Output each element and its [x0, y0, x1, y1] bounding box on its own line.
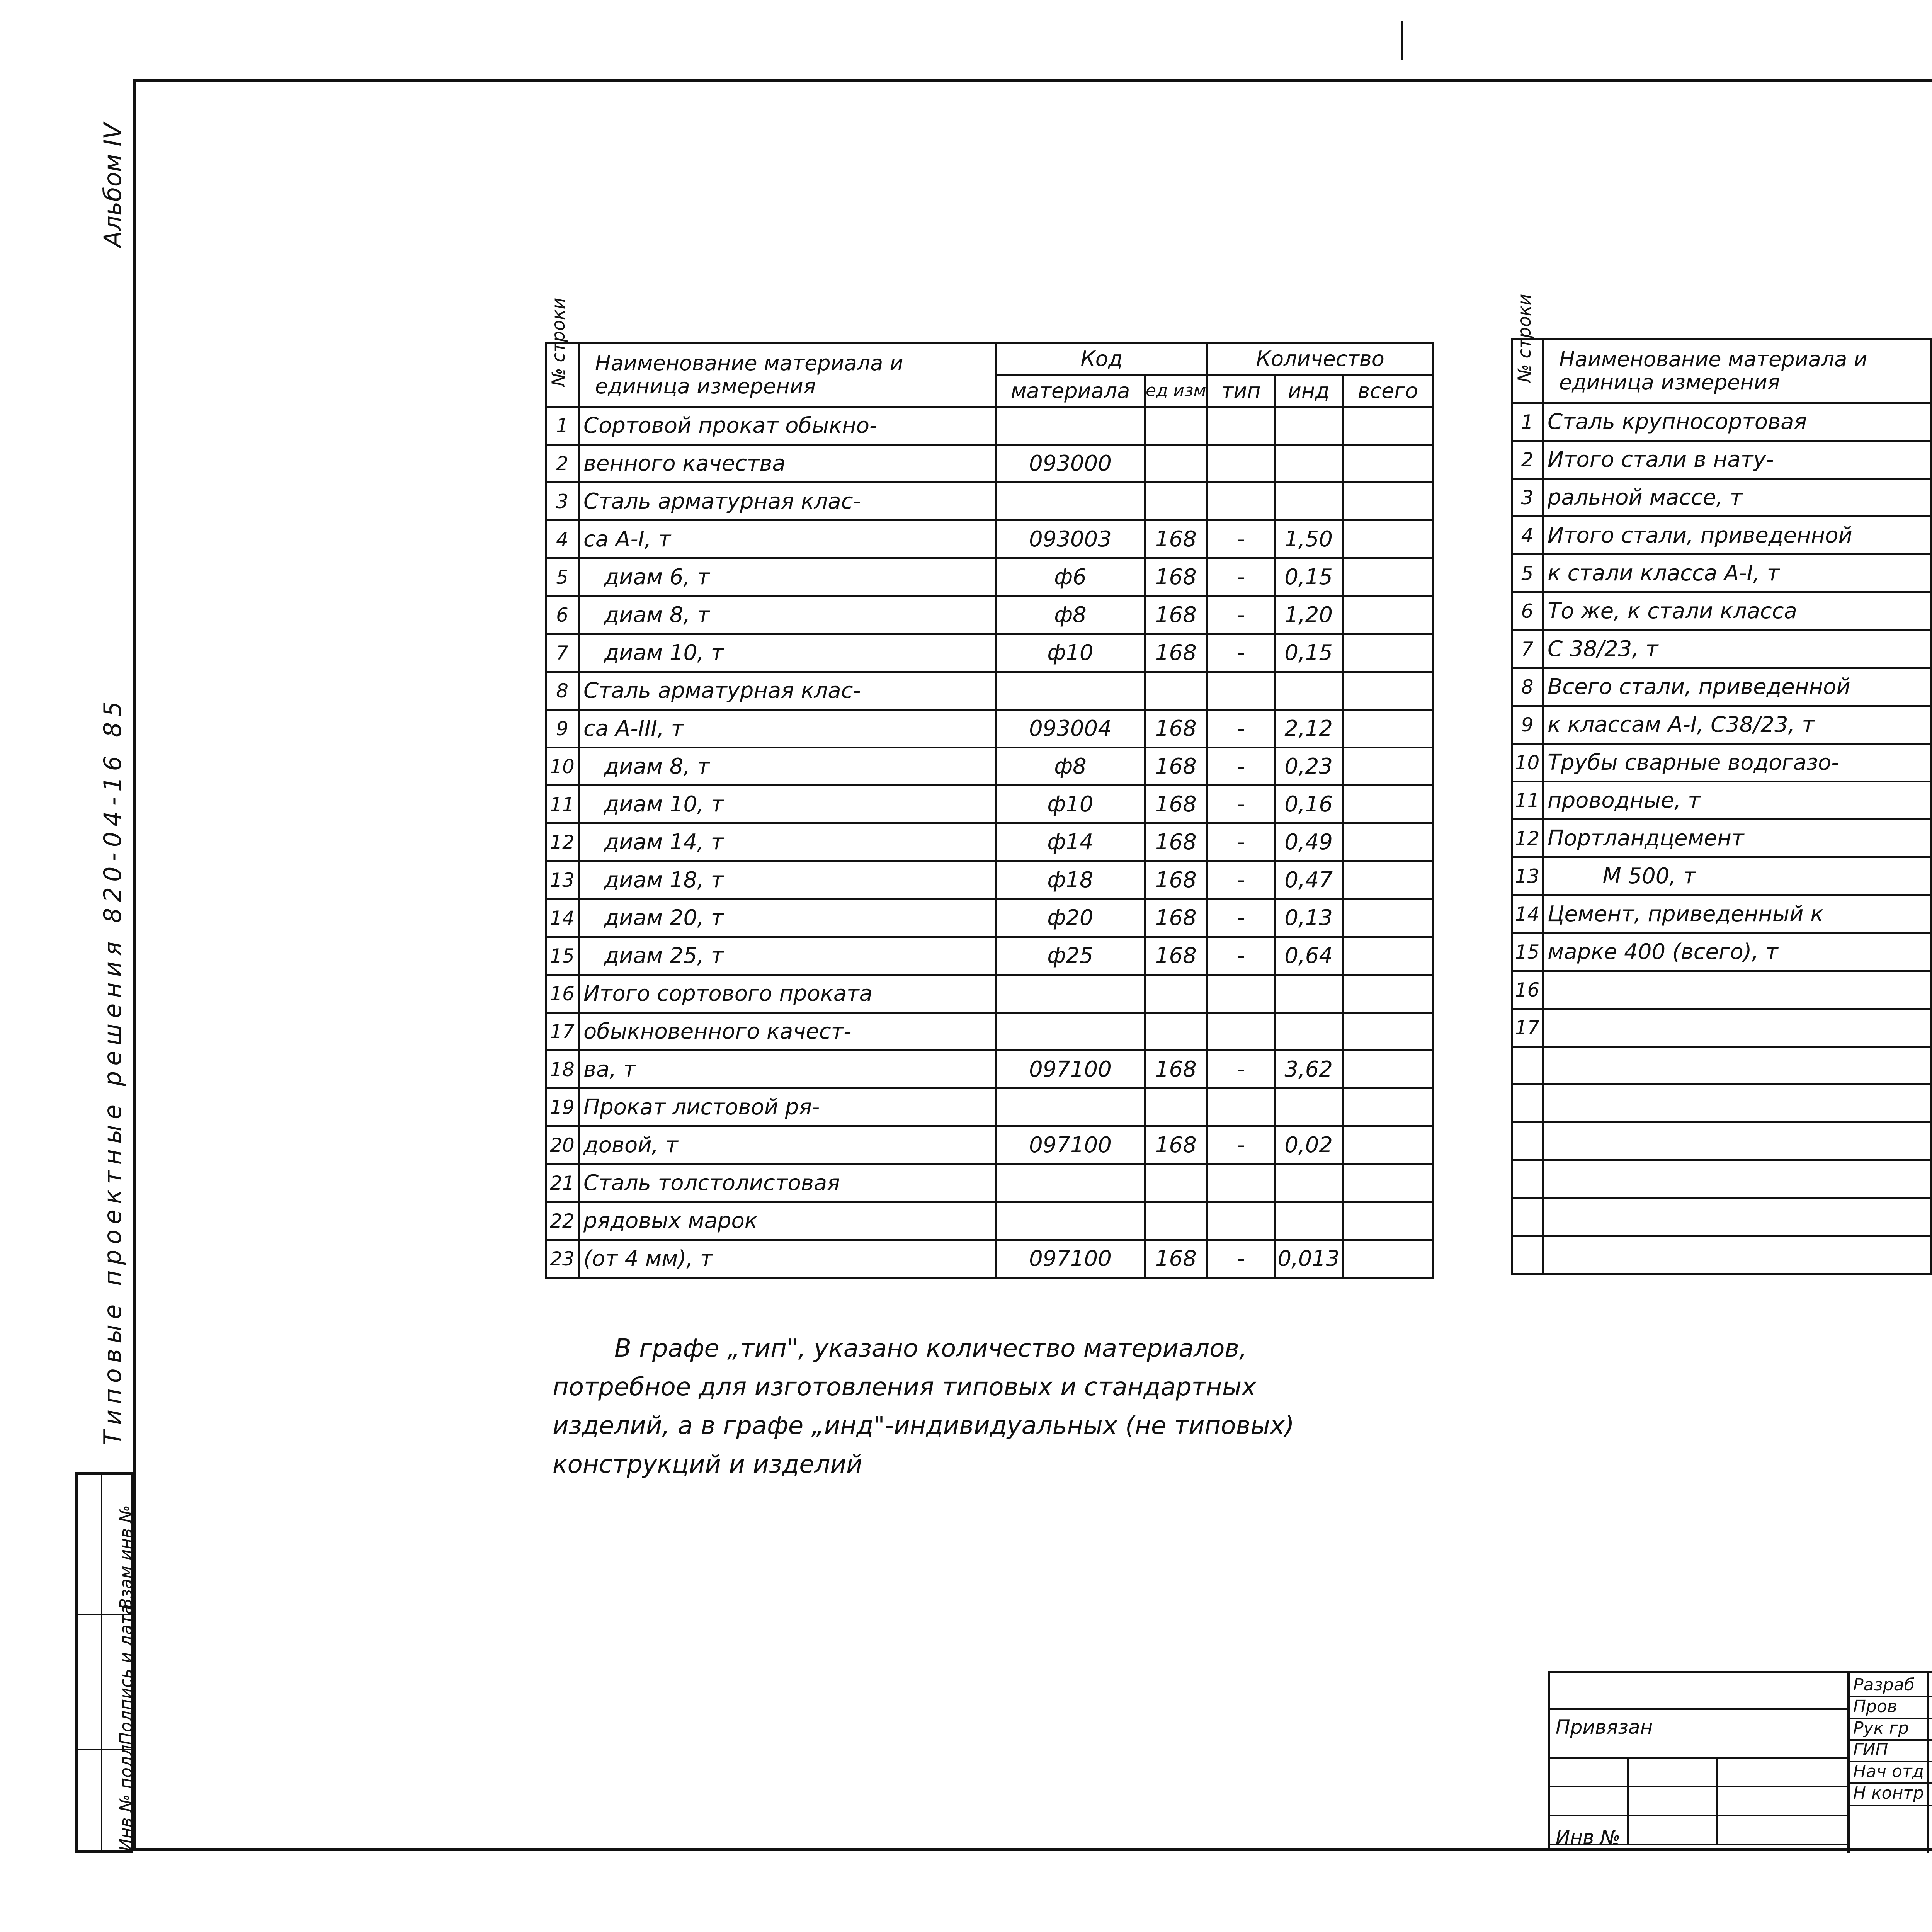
row-number-cell: 20	[546, 1126, 579, 1164]
unit-code-cell	[1145, 445, 1208, 483]
row-number-cell: 6	[546, 596, 579, 634]
qty-total-cell	[1342, 1088, 1433, 1126]
material-code-cell: 093000	[996, 445, 1145, 483]
row-number-cell: 14	[546, 899, 579, 937]
material-name-cell: рядовых марок	[579, 1202, 996, 1240]
row-number-cell	[1512, 1160, 1543, 1198]
qty-type-cell	[1207, 483, 1275, 520]
qty-total-cell	[1342, 748, 1433, 786]
qty-type-cell: -	[1207, 596, 1275, 634]
material-name-cell	[1543, 1198, 1931, 1236]
table-row	[1512, 1160, 1932, 1198]
qty-ind-cell: 0,15	[1275, 634, 1342, 672]
material-code-cell	[996, 1164, 1145, 1202]
material-name-cell: Трубы сварные водогазо-	[1543, 744, 1931, 782]
material-name-cell: диам 10, т	[579, 634, 996, 672]
qty-type-cell: -	[1207, 861, 1275, 899]
materials-table-right	[1511, 294, 1932, 1275]
row-number-cell: 19	[546, 1088, 579, 1126]
material-name-cell	[1543, 1122, 1931, 1160]
table-row	[1512, 1047, 1932, 1085]
role-label: ГИП	[1853, 1740, 1888, 1760]
material-code-cell: ф18	[996, 861, 1145, 899]
row-number-cell: 6	[1512, 592, 1543, 630]
qty-total-cell	[1342, 445, 1433, 483]
material-code-cell	[996, 672, 1145, 710]
row-number-cell: 16	[1512, 971, 1543, 1009]
table-row	[546, 861, 1434, 899]
material-code-cell: 097100	[996, 1240, 1145, 1278]
unit-code-cell: 168	[1145, 748, 1208, 786]
material-name-cell: (от 4 мм), т	[579, 1240, 996, 1278]
row-number-cell	[1512, 1198, 1543, 1236]
material-name-cell	[1543, 971, 1931, 1009]
row-number-cell: 8	[1512, 668, 1543, 706]
unit-code-cell	[1145, 483, 1208, 520]
material-name-cell: диам 25, т	[579, 937, 996, 975]
qty-type-cell	[1207, 1013, 1275, 1051]
material-name-cell: диам 10, т	[579, 786, 996, 823]
table-row	[1512, 592, 1932, 630]
material-name-cell: венного качества	[579, 445, 996, 483]
qty-total-cell	[1342, 558, 1433, 596]
qty-ind-cell	[1275, 1088, 1342, 1126]
material-name-cell: диам 18, т	[579, 861, 996, 899]
material-code-cell: ф8	[996, 748, 1145, 786]
row-number-cell: 17	[546, 1013, 579, 1051]
row-number-cell: 21	[546, 1164, 579, 1202]
qty-ind-cell: 1,50	[1275, 520, 1342, 558]
material-name-cell: Сталь толстолистовая	[579, 1164, 996, 1202]
header-material-name: Наименование материала и единица измерения	[579, 343, 996, 407]
material-code-cell: ф10	[996, 786, 1145, 823]
row-number-cell: 15	[1512, 933, 1543, 971]
material-name-cell: Сортовой прокат обыкно-	[579, 407, 996, 445]
material-name-cell: Сталь арматурная клас-	[579, 483, 996, 520]
material-code-cell	[996, 483, 1145, 520]
material-name-cell: ральной массе, т	[1543, 479, 1931, 517]
table-row	[1512, 1198, 1932, 1236]
qty-total-cell	[1342, 975, 1433, 1013]
qty-type-cell	[1207, 1202, 1275, 1240]
qty-ind-cell	[1275, 1013, 1342, 1051]
row-number-cell: 23	[546, 1240, 579, 1278]
table-row	[546, 786, 1434, 823]
material-name-cell	[1543, 1160, 1931, 1198]
role-label: Рук гр	[1853, 1718, 1909, 1738]
row-number-cell: 12	[546, 823, 579, 861]
row-number-cell: 1	[1512, 403, 1543, 441]
qty-ind-cell	[1275, 672, 1342, 710]
table-row	[546, 1013, 1434, 1051]
qty-total-cell	[1342, 1164, 1433, 1202]
material-name-cell: С 38/23, т	[1543, 630, 1931, 668]
note-text	[553, 1329, 1441, 1484]
row-number-cell: 5	[1512, 554, 1543, 592]
qty-type-cell: -	[1207, 748, 1275, 786]
role-label: Разраб	[1853, 1675, 1915, 1695]
qty-total-cell	[1342, 861, 1433, 899]
stamp-inv-label: Инв № подл	[116, 1745, 136, 1851]
qty-total-cell	[1342, 710, 1433, 748]
table-left-body	[546, 407, 1434, 1278]
unit-code-cell	[1145, 1013, 1208, 1051]
material-code-cell: ф6	[996, 558, 1145, 596]
row-number-cell: 13	[1512, 857, 1543, 895]
table-row	[1512, 1122, 1932, 1160]
material-name-cell: диам 8, т	[579, 748, 996, 786]
role-label: Н контр	[1853, 1783, 1924, 1803]
row-number-cell: 10	[1512, 744, 1543, 782]
material-name-cell: к стали класса А-I, т	[1543, 554, 1931, 592]
row-number-cell	[1512, 1085, 1543, 1122]
table-row	[546, 407, 1434, 445]
qty-type-cell: -	[1207, 899, 1275, 937]
unit-code-cell: 168	[1145, 899, 1208, 937]
qty-ind-cell: 3,62	[1275, 1051, 1342, 1088]
privyazan-label: Привязан	[1556, 1716, 1653, 1738]
table-row	[546, 748, 1434, 786]
table-row	[1512, 1236, 1932, 1274]
material-name-cell: проводные, т	[1543, 782, 1931, 820]
material-name-cell: М 500, т	[1543, 857, 1931, 895]
qty-total-cell	[1342, 483, 1433, 520]
material-code-cell: ф14	[996, 823, 1145, 861]
qty-type-cell	[1207, 1088, 1275, 1126]
table-row	[546, 558, 1434, 596]
row-number-cell: 4	[546, 520, 579, 558]
table-row	[546, 1126, 1434, 1164]
qty-total-cell	[1342, 1202, 1433, 1240]
table-row	[1512, 933, 1932, 971]
qty-total-cell	[1342, 520, 1433, 558]
unit-code-cell: 168	[1145, 710, 1208, 748]
table-row	[546, 596, 1434, 634]
unit-code-cell: 168	[1145, 1126, 1208, 1164]
header-qty-total: всего	[1342, 375, 1433, 407]
material-name-cell: Сталь крупносортовая	[1543, 403, 1931, 441]
table-row	[1512, 1085, 1932, 1122]
unit-code-cell	[1145, 1088, 1208, 1126]
table-row	[546, 899, 1434, 937]
unit-code-cell	[1145, 975, 1208, 1013]
qty-ind-cell	[1275, 483, 1342, 520]
table-row	[546, 1088, 1434, 1126]
material-name-cell: са А-I, т	[579, 520, 996, 558]
unit-code-cell: 168	[1145, 823, 1208, 861]
material-code-cell	[996, 1013, 1145, 1051]
qty-type-cell: -	[1207, 558, 1275, 596]
unit-code-cell: 168	[1145, 596, 1208, 634]
header-qty-ind: инд	[1275, 375, 1342, 407]
title-block	[1548, 1671, 1932, 1851]
row-number-cell	[1512, 1047, 1543, 1085]
qty-total-cell	[1342, 937, 1433, 975]
row-number-cell: 8	[546, 672, 579, 710]
material-code-cell: 093004	[996, 710, 1145, 748]
row-number-cell: 5	[546, 558, 579, 596]
qty-total-cell	[1342, 1240, 1433, 1278]
table-row	[1512, 403, 1932, 441]
material-name-cell: довой, т	[579, 1126, 996, 1164]
qty-ind-cell: 0,02	[1275, 1126, 1342, 1164]
row-number-cell: 14	[1512, 895, 1543, 933]
table-right-body	[1512, 403, 1932, 1274]
unit-code-cell	[1145, 1164, 1208, 1202]
unit-code-cell: 168	[1145, 558, 1208, 596]
row-number-cell: 1	[546, 407, 579, 445]
row-number-cell: 3	[546, 483, 579, 520]
qty-type-cell: -	[1207, 520, 1275, 558]
material-code-cell	[996, 407, 1145, 445]
table-row	[1512, 971, 1932, 1009]
row-number-cell: 3	[1512, 479, 1543, 517]
series-side-label: Типовые проектные решения 820-04-16 85	[99, 696, 127, 1445]
table-row	[546, 1051, 1434, 1088]
row-number-cell: 15	[546, 937, 579, 975]
table-row	[1512, 820, 1932, 857]
unit-code-cell: 168	[1145, 937, 1208, 975]
qty-ind-cell: 0,13	[1275, 899, 1342, 937]
material-name-cell: ва, т	[579, 1051, 996, 1088]
table-row	[1512, 630, 1932, 668]
material-name-cell: То же, к стали класса	[1543, 592, 1931, 630]
table-row	[1512, 479, 1932, 517]
unit-code-cell	[1145, 407, 1208, 445]
material-code-cell: ф10	[996, 634, 1145, 672]
unit-code-cell	[1145, 1202, 1208, 1240]
header-row-number: № строки	[1512, 339, 1543, 403]
note-line: изделий, а в графе „инд"-индивидуальных (не типовых)	[553, 1412, 1294, 1440]
qty-ind-cell	[1275, 407, 1342, 445]
row-number-cell: 16	[546, 975, 579, 1013]
material-code-cell: ф20	[996, 899, 1145, 937]
table-row	[546, 1240, 1434, 1278]
material-code-cell: 097100	[996, 1051, 1145, 1088]
material-code-cell: ф8	[996, 596, 1145, 634]
qty-ind-cell: 0,64	[1275, 937, 1342, 975]
material-code-cell: 097100	[996, 1126, 1145, 1164]
row-number-cell: 7	[546, 634, 579, 672]
unit-code-cell: 168	[1145, 786, 1208, 823]
qty-total-cell	[1342, 407, 1433, 445]
row-number-cell: 4	[1512, 517, 1543, 554]
table-row	[1512, 857, 1932, 895]
row-number-cell: 7	[1512, 630, 1543, 668]
row-number-cell: 9	[1512, 706, 1543, 744]
header-code: Код	[996, 343, 1208, 375]
material-code-cell	[996, 1202, 1145, 1240]
material-code-cell: 093003	[996, 520, 1145, 558]
qty-total-cell	[1342, 634, 1433, 672]
qty-type-cell	[1207, 407, 1275, 445]
qty-type-cell	[1207, 445, 1275, 483]
material-name-cell: Итого стали в нату-	[1543, 441, 1931, 479]
materials-table-left	[545, 298, 1434, 1279]
table-row	[1512, 668, 1932, 706]
table-row	[546, 520, 1434, 558]
unit-code-cell: 168	[1145, 634, 1208, 672]
material-name-cell: диам 6, т	[579, 558, 996, 596]
qty-ind-cell	[1275, 975, 1342, 1013]
qty-type-cell: -	[1207, 1051, 1275, 1088]
qty-total-cell	[1342, 786, 1433, 823]
qty-type-cell	[1207, 1164, 1275, 1202]
unit-code-cell: 168	[1145, 861, 1208, 899]
stamp-replace-label: Взам инв №	[116, 1505, 136, 1610]
material-name-cell: Сталь арматурная клас-	[579, 672, 996, 710]
qty-ind-cell: 0,47	[1275, 861, 1342, 899]
table-row	[546, 937, 1434, 975]
material-name-cell	[1543, 1236, 1931, 1274]
qty-total-cell	[1342, 1051, 1433, 1088]
table-row	[1512, 517, 1932, 554]
material-name-cell: Прокат листовой ря-	[579, 1088, 996, 1126]
qty-ind-cell	[1275, 1202, 1342, 1240]
qty-ind-cell: 0,15	[1275, 558, 1342, 596]
qty-total-cell	[1342, 672, 1433, 710]
qty-ind-cell: 0,49	[1275, 823, 1342, 861]
material-name-cell: са А-III, т	[579, 710, 996, 748]
material-name-cell: диам 14, т	[579, 823, 996, 861]
unit-code-cell	[1145, 672, 1208, 710]
table-row	[546, 710, 1434, 748]
material-name-cell: Итого сортового проката	[579, 975, 996, 1013]
row-number-cell: 9	[546, 710, 579, 748]
material-code-cell	[996, 975, 1145, 1013]
material-name-cell: диам 8, т	[579, 596, 996, 634]
row-number-cell: 10	[546, 748, 579, 786]
qty-type-cell: -	[1207, 1126, 1275, 1164]
row-number-cell: 18	[546, 1051, 579, 1088]
row-number-cell: 12	[1512, 820, 1543, 857]
qty-type-cell: -	[1207, 937, 1275, 975]
table-row	[1512, 744, 1932, 782]
header-qty-type: тип	[1207, 375, 1275, 407]
material-name-cell: Портландцемент	[1543, 820, 1931, 857]
qty-ind-cell: 2,12	[1275, 710, 1342, 748]
material-name-cell: марке 400 (всего), т	[1543, 933, 1931, 971]
qty-type-cell: -	[1207, 786, 1275, 823]
qty-total-cell	[1342, 1126, 1433, 1164]
row-number-cell	[1512, 1122, 1543, 1160]
row-number-cell: 13	[546, 861, 579, 899]
unit-code-cell: 168	[1145, 1240, 1208, 1278]
note-line: конструкций и изделий	[553, 1450, 862, 1479]
inv-no-label: Инв №	[1556, 1826, 1621, 1849]
table-row	[1512, 706, 1932, 744]
header-code-unit: ед изм	[1145, 375, 1208, 407]
material-code-cell	[996, 1088, 1145, 1126]
qty-ind-cell	[1275, 1164, 1342, 1202]
unit-code-cell: 168	[1145, 1051, 1208, 1088]
note-line: потребное для изготовления типовых и стандартных	[553, 1373, 1257, 1401]
qty-ind-cell: 1,20	[1275, 596, 1342, 634]
role-label: Пров	[1853, 1697, 1897, 1716]
qty-ind-cell: 0,23	[1275, 748, 1342, 786]
table-row	[546, 445, 1434, 483]
table-row	[546, 483, 1434, 520]
material-name-cell: Всего стали, приведенной	[1543, 668, 1931, 706]
row-number-cell: 22	[546, 1202, 579, 1240]
table-row	[1512, 782, 1932, 820]
material-name-cell: диам 20, т	[579, 899, 996, 937]
table-row	[1512, 895, 1932, 933]
qty-ind-cell: 0,16	[1275, 786, 1342, 823]
table-row	[546, 975, 1434, 1013]
qty-type-cell: -	[1207, 823, 1275, 861]
qty-total-cell	[1342, 899, 1433, 937]
fold-mark	[1401, 21, 1403, 60]
table-row	[546, 1164, 1434, 1202]
row-number-cell: 2	[1512, 441, 1543, 479]
table-row	[546, 823, 1434, 861]
table-row	[546, 672, 1434, 710]
material-name-cell: к классам А-I, С38/23, т	[1543, 706, 1931, 744]
row-number-cell: 11	[546, 786, 579, 823]
material-name-cell: обыкновенного качест-	[579, 1013, 996, 1051]
qty-total-cell	[1342, 823, 1433, 861]
left-approval-stamp	[75, 1472, 136, 1853]
table-row	[1512, 1009, 1932, 1047]
material-name-cell	[1543, 1009, 1931, 1047]
header-material-name: Наименование материала и единица измерения	[1543, 339, 1931, 403]
unit-code-cell: 168	[1145, 520, 1208, 558]
material-name-cell: Итого стали, приведенной	[1543, 517, 1931, 554]
qty-type-cell	[1207, 672, 1275, 710]
material-name-cell: Цемент, приведенный к	[1543, 895, 1931, 933]
qty-type-cell: -	[1207, 1240, 1275, 1278]
role-label: Нач отд	[1853, 1762, 1924, 1781]
qty-ind-cell: 0,013	[1275, 1240, 1342, 1278]
header-quantity: Количество	[1207, 343, 1433, 375]
album-label: Альбом IV	[99, 123, 127, 247]
table-row	[1512, 441, 1932, 479]
qty-total-cell	[1342, 596, 1433, 634]
row-number-cell: 11	[1512, 782, 1543, 820]
material-name-cell	[1543, 1085, 1931, 1122]
note-line: В графе „тип", указано количество материалов,	[614, 1334, 1247, 1363]
qty-ind-cell	[1275, 445, 1342, 483]
qty-total-cell	[1342, 1013, 1433, 1051]
header-row-number: № строки	[546, 343, 579, 407]
row-number-cell: 2	[546, 445, 579, 483]
material-name-cell	[1543, 1047, 1931, 1085]
qty-type-cell: -	[1207, 634, 1275, 672]
material-code-cell: ф25	[996, 937, 1145, 975]
table-row	[1512, 554, 1932, 592]
qty-type-cell	[1207, 975, 1275, 1013]
table-row	[546, 634, 1434, 672]
qty-type-cell: -	[1207, 710, 1275, 748]
header-code-material: материала	[996, 375, 1145, 407]
stamp-signature-label: Подпись и дата	[116, 1604, 136, 1745]
row-number-cell	[1512, 1236, 1543, 1274]
row-number-cell: 17	[1512, 1009, 1543, 1047]
table-row	[546, 1202, 1434, 1240]
